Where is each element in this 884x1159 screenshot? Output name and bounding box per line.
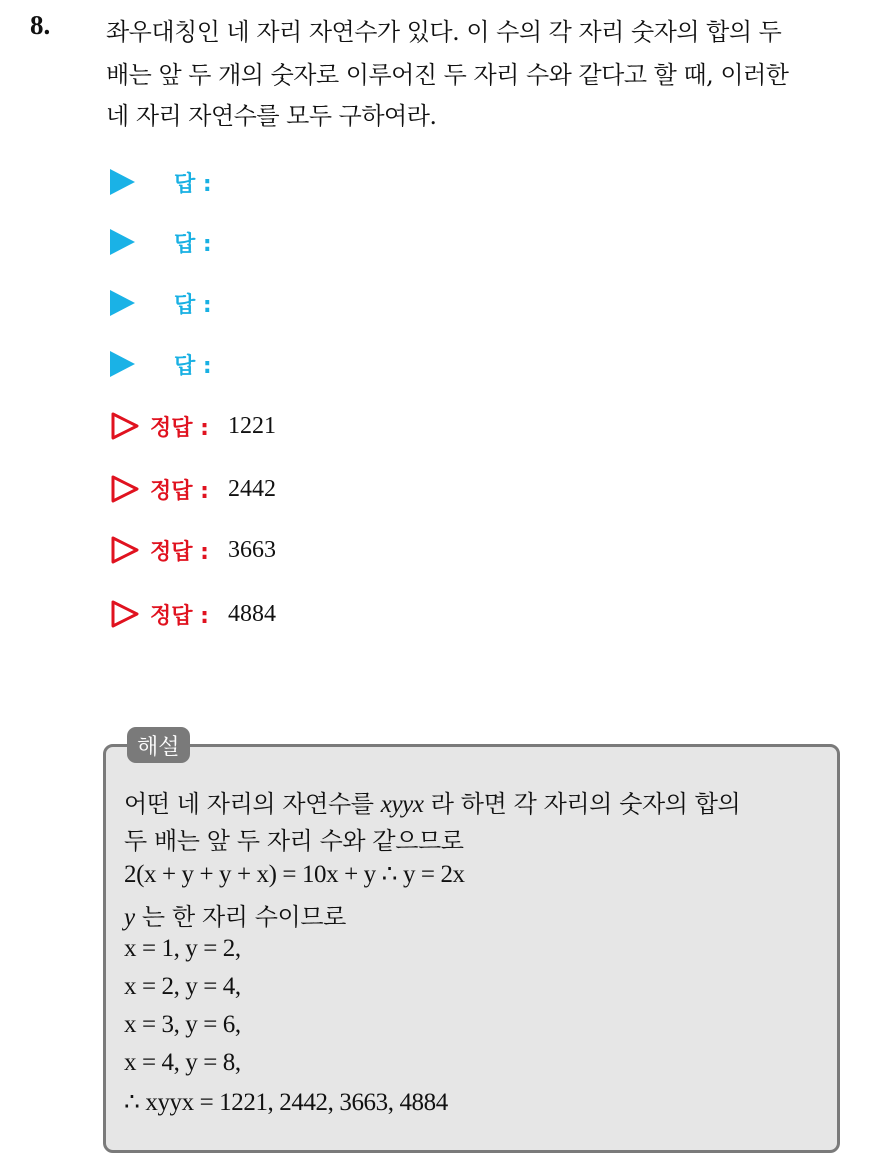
answer-label: 답 : [174, 292, 212, 318]
correct-answer-value: 2442 [228, 475, 276, 502]
correct-answer-label: 정답 : [150, 415, 209, 441]
correct-answer-row [110, 469, 276, 509]
play-triangle-icon [110, 290, 135, 316]
solution-case-1: x = 1, y = 2, [124, 935, 241, 962]
play-triangle-icon [110, 169, 135, 195]
play-triangle-icon [110, 229, 135, 255]
correct-answer-label: 정답 : [150, 603, 209, 629]
solution-line-2: 두 배는 앞 두 자리 수와 같으므로 [124, 827, 464, 855]
answer-blank-row[interactable] [110, 222, 212, 262]
solution-tab-label: 해설 [127, 727, 190, 763]
correct-answer-value: 3663 [228, 536, 276, 563]
question-text-line-1: 좌우대칭인 네 자리 자연수가 있다. 이 수의 각 자리 숫자의 합의 두 [106, 18, 782, 46]
solution-line-4 [124, 897, 346, 932]
answer-blank-row[interactable] [110, 344, 212, 384]
math-variable: xyyx [380, 791, 424, 818]
math-variable: y [124, 904, 135, 931]
answer-blank-row[interactable] [110, 162, 212, 202]
solution-case-2: x = 2, y = 4, [124, 973, 241, 1000]
outline-triangle-icon [110, 535, 140, 565]
correct-answer-row [110, 406, 276, 446]
question-number: 8. [30, 10, 51, 40]
question-text-line-2: 배는 앞 두 개의 숫자로 이루어진 두 자리 수와 같다고 할 때, 이러한 [106, 61, 789, 89]
solution-text: 는 한 자리 수이므로 [134, 903, 346, 931]
solution-case-4: x = 4, y = 8, [124, 1049, 241, 1076]
solution-equation: 2(x + y + y + x) = 10x + y ∴ y = 2x [124, 861, 465, 888]
question-text-line-3: 네 자리 자연수를 모두 구하여라. [106, 102, 437, 130]
play-triangle-icon [110, 351, 135, 377]
solution-text: 어떤 네 자리의 자연수를 [124, 790, 381, 818]
correct-answer-row [110, 530, 276, 570]
solution-case-3: x = 3, y = 6, [124, 1011, 241, 1038]
answer-label: 답 : [174, 353, 212, 379]
correct-answer-label: 정답 : [150, 539, 209, 565]
solution-text: 라 하면 각 자리의 숫자의 합의 [423, 790, 741, 818]
answer-label: 답 : [174, 231, 212, 257]
outline-triangle-icon [110, 411, 140, 441]
correct-answer-value: 4884 [228, 600, 276, 627]
answer-blank-row[interactable] [110, 283, 212, 323]
solution-conclusion: ∴ xyyx = 1221, 2442, 3663, 4884 [124, 1089, 448, 1116]
outline-triangle-icon [110, 474, 140, 504]
correct-answer-label: 정답 : [150, 478, 209, 504]
solution-line-1 [124, 784, 740, 819]
answer-label: 답 : [174, 171, 212, 197]
correct-answer-value: 1221 [228, 412, 276, 439]
outline-triangle-icon [110, 599, 140, 629]
correct-answer-row [110, 594, 276, 634]
